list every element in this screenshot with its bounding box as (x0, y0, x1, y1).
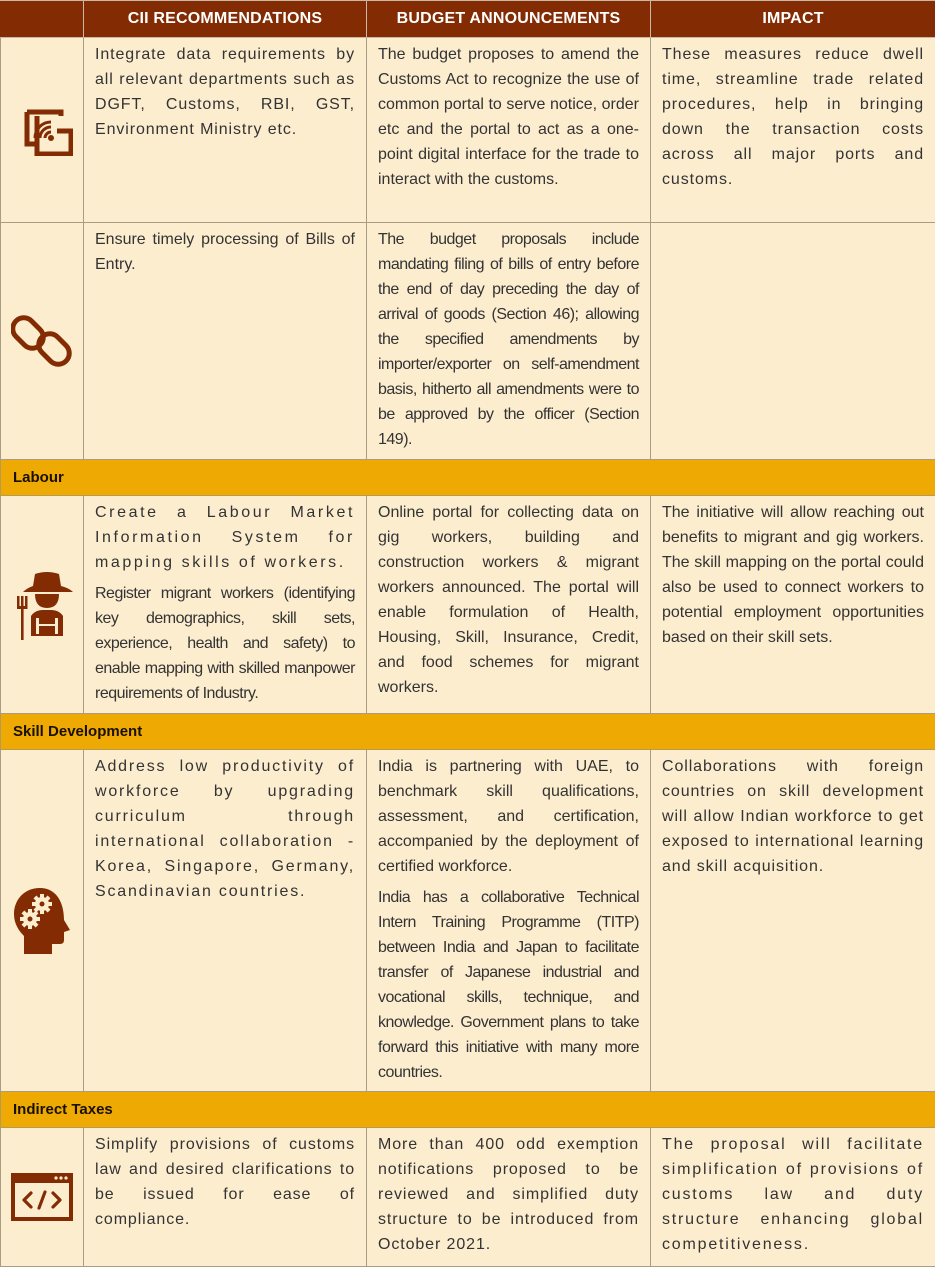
section-band-skill-development (1, 714, 935, 750)
section-title: Skill Development (1, 714, 935, 750)
recommendation-text: Ensure timely processing of Bills of Entry. (95, 231, 355, 273)
table-header-row (1, 1, 935, 38)
announcement-text: More than 400 odd exemption notifications proposed to be reviewed and simplified duty structure to be introduced from October 2021. (378, 1136, 639, 1253)
row-icon-cell (1, 750, 84, 1092)
section-band-indirect-taxes (1, 1092, 935, 1128)
budget-announcement-cell (367, 750, 651, 1092)
table-row (1, 750, 935, 1092)
recommendation-text: Integrate data requirements by all relevant departments such as DGFT, Customs, RBI, GST, Environment Ministry etc. (95, 46, 355, 138)
recommendation-text: Simplify provisions of customs law and desired clarifications to be issued for ease of compliance. (95, 1136, 355, 1228)
cii-recommendation-cell (84, 38, 367, 223)
recommendation-text: Address low productivity of workforce by upgrading curriculum through international collaboration - Korea, Singapore, Germany, Scandinavian countries. (95, 758, 355, 900)
digital-portal-icon (11, 104, 73, 156)
announcement-text: The budget proposes to amend the Customs Act to recognize the use of common portal to serve notice, order etc and the portal to act as a one-point digital interface for the trade to interact with the customs. (378, 46, 639, 188)
chain-link-icon (11, 310, 73, 372)
table-row (1, 1128, 935, 1267)
row-icon-cell (1, 496, 84, 714)
table-row (1, 496, 935, 714)
impact-text: These measures reduce dwell time, streamline trade related procedures, help in bringing down the transaction costs across all major ports and customs. (662, 46, 924, 188)
farmer-worker-icon (11, 570, 73, 640)
cii-recommendation-cell (84, 496, 367, 714)
head-gears-icon (12, 886, 72, 956)
impact-text: The initiative will allow reaching out benefits to migrant and gig workers. The skill mapping on the portal could also be used to connect workers to potential employment opportunities based on their skill sets. (662, 504, 924, 646)
header-impact: IMPACT (651, 1, 935, 38)
announcement-text: Online portal for collecting data on gig workers, building and construction workers & migrant workers announced. The portal will enable formulation of Health, Housing, Skill, Insurance, Credit, and food schemes for migrant workers. (378, 504, 639, 696)
cii-recommendation-cell (84, 750, 367, 1092)
impact-text: The proposal will facilitate simplification of provisions of customs law and duty structure enhancing global competitiveness. (662, 1136, 924, 1253)
announcement-text: India is partnering with UAE, to benchmark skill qualifications, assessment, and certification, accompanied by the deployment of certified workforce. (378, 758, 639, 875)
announcement-text: India has a collaborative Technical Intern Training Programme (TITP) between India and Japan to facilitate transfer of Japanese industrial and vocational skills, technique, and knowledge. Government plans to take forward this initiative with many more countries. (378, 889, 639, 1081)
row-icon-cell (1, 1128, 84, 1267)
announcement-text: The budget proposals include mandating filing of bills of entry before the end of day preceding the day of arrival of goods (Section 46); allowing the specified amendments by importer/exporter on self-amendment basis, hitherto all amendments were to be approved by the officer (Section 149). (378, 231, 639, 448)
budget-announcement-cell (367, 1128, 651, 1267)
header-budget-announcements: BUDGET ANNOUNCEMENTS (367, 1, 651, 38)
impact-cell (651, 496, 935, 714)
section-title: Indirect Taxes (1, 1092, 935, 1128)
cii-recommendation-cell (84, 1128, 367, 1267)
budget-announcement-cell (367, 38, 651, 223)
code-window-icon (11, 1173, 73, 1221)
section-band-labour (1, 460, 935, 496)
impact-cell (651, 38, 935, 223)
impact-cell (651, 1128, 935, 1267)
table-row (1, 38, 935, 223)
budget-announcement-cell (367, 496, 651, 714)
row-icon-cell (1, 223, 84, 460)
recommendation-text: Create a Labour Market Information System for mapping skills of workers. (95, 504, 355, 571)
impact-cell (651, 223, 935, 460)
impact-cell (651, 750, 935, 1092)
header-icon-column (1, 1, 84, 38)
cii-recommendation-cell (84, 223, 367, 460)
table-row (1, 223, 935, 460)
budget-announcement-cell (367, 223, 651, 460)
recommendation-text: Register migrant workers (identifying key demographics, skill sets, experience, health and safety) to enable mapping with skilled manpower requirements of Industry. (95, 585, 355, 702)
row-icon-cell (1, 38, 84, 223)
header-cii-recommendations: CII RECOMMENDATIONS (84, 1, 367, 38)
section-title: Labour (1, 460, 935, 496)
impact-text: Collaborations with foreign countries on skill development will allow Indian workforce to get exposed to international learning and skill acquisition. (662, 758, 924, 875)
